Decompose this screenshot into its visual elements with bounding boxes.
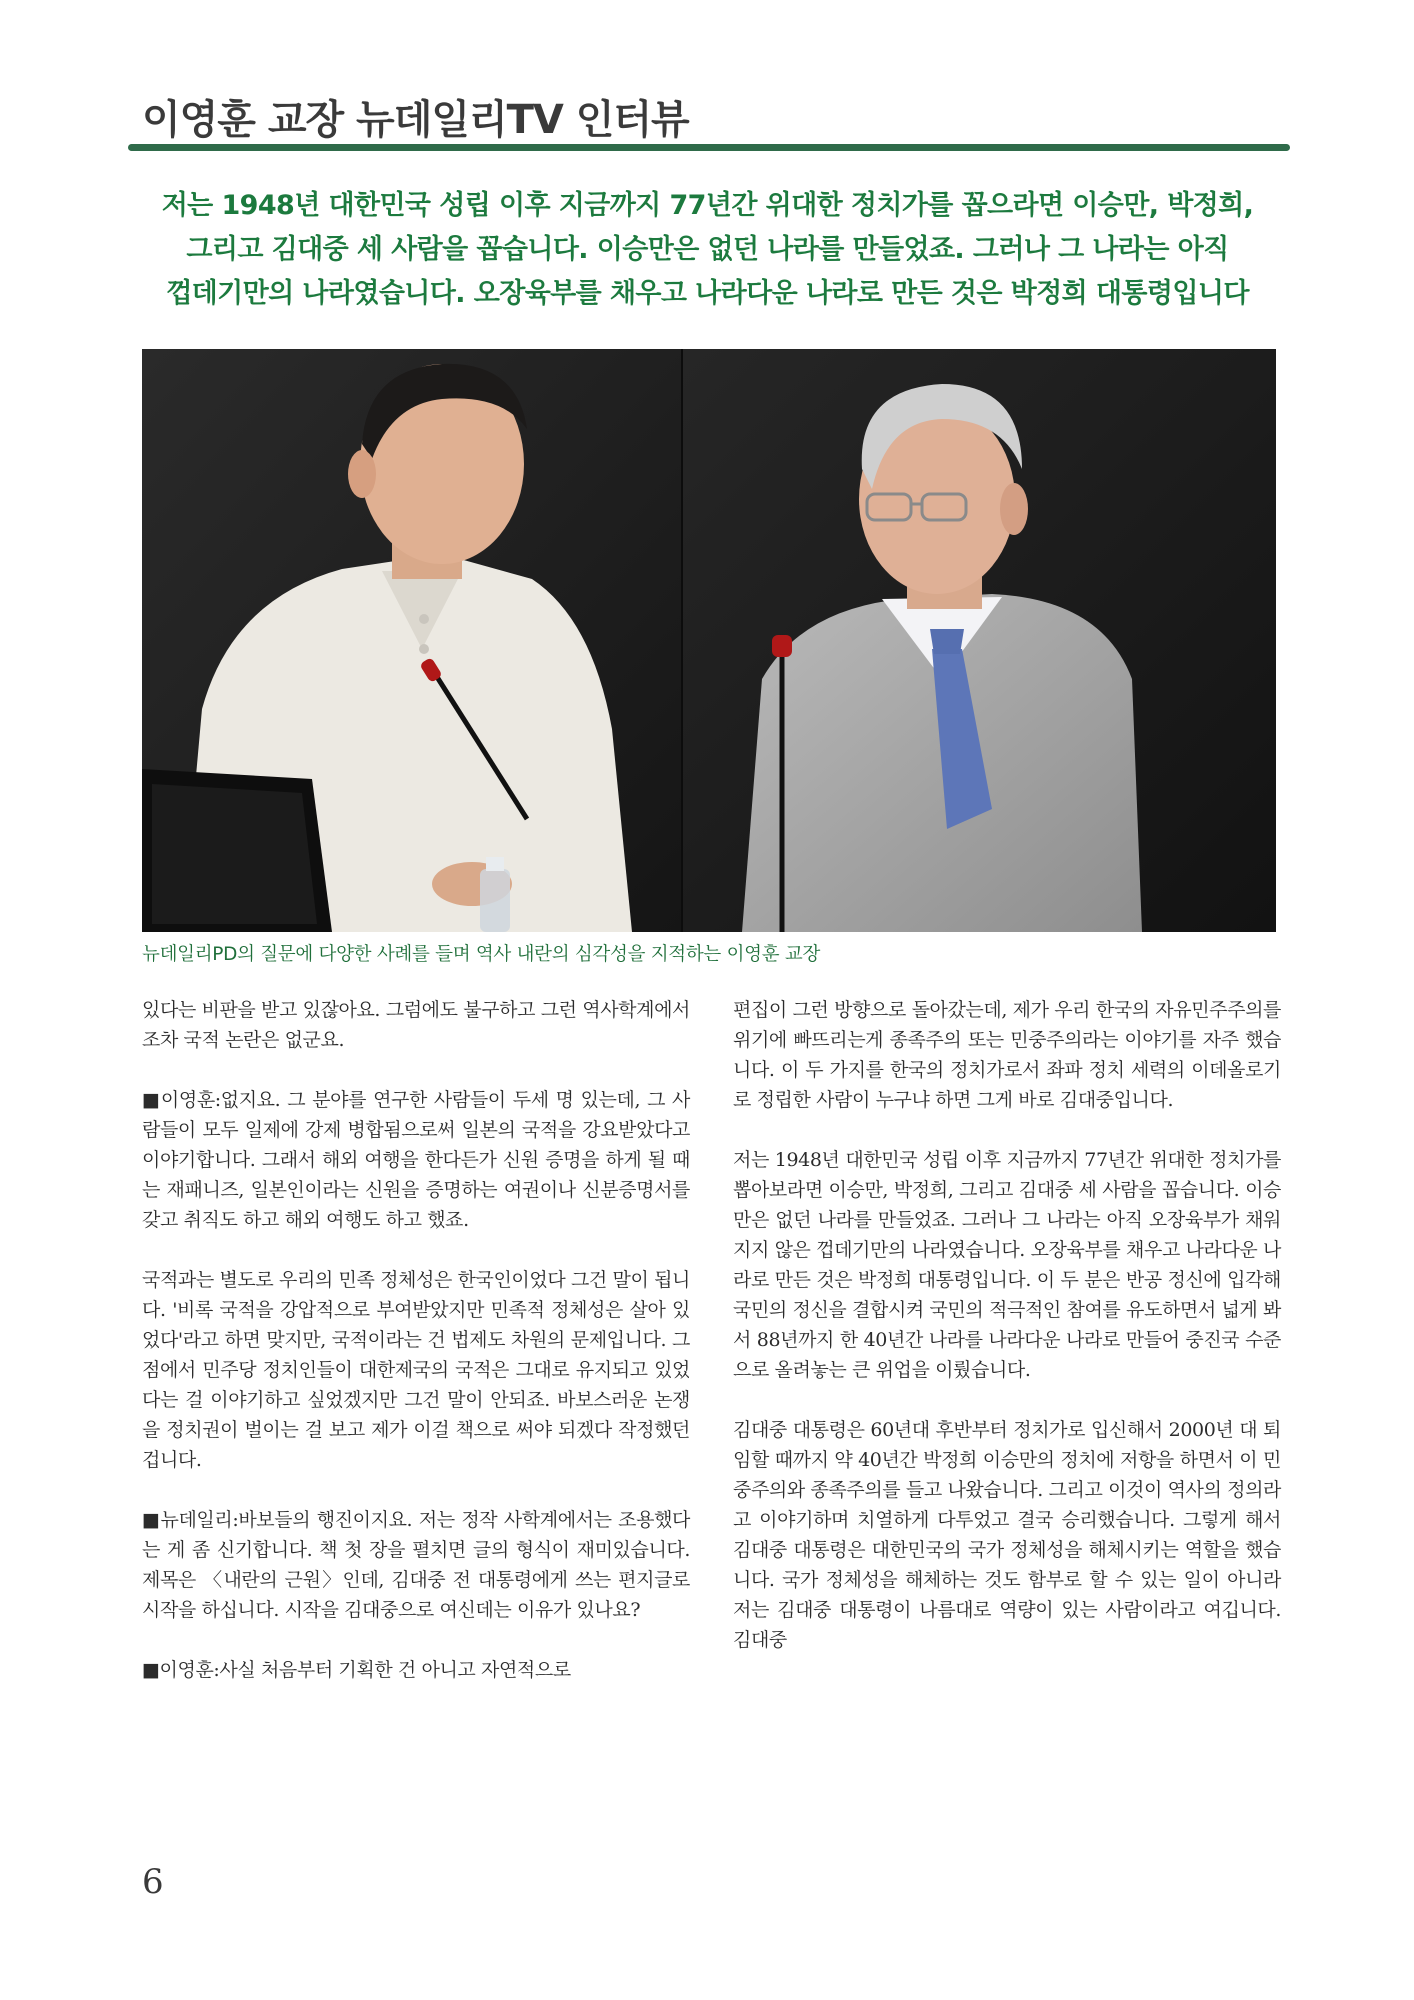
article-paragraph: 김대중 대통령은 60년대 후반부터 정치가로 입신해서 2000년 대 퇴임할 때까지 약 40년간 박정희 이승만의 정치에 저항을 하면서 이 민중주의와 종족주의를 들고 나왔습니다. 그리고 이것이 역사의 정의라고 이야기하며 치열하게 다투었고 결국 승리했습니다. 그렇게 해서 김대중 대통령은 대한민국의 국가 정체성을 해체시키는 역할을 했습니다. 국가 정체성을 해체하는 것도 함부로 할 수 있는 일이 아니라 저는 김대중 대통령이 나름대로 역량이 있는 사람이라고 여깁니다. 김대중 [733,1419,1281,1651]
article-paragraph: 저는 1948년 대한민국 성립 이후 지금까지 77년간 위대한 정치가를 뽑아보라면 이승만, 박정희, 그리고 김대중 세 사람을 꼽습니다. 이승만은 없던 나라를 만들었죠. 그러나 그 나라는 아직 오장육부가 채워지지 않은 껍데기만의 나라였습니다. 오장육부를 채우고 나라다운 나라로 만든 것은 박정희 대통령입니다. 이 두 분은 반공 정신에 입각해 국민의 정신을 결합시켜 국민의 적극적인 참여를 유도하면서 넓게 봐서 88년까지 한 40년간 나라를 나라다운 나라로 만들어 중진국 수준으로 올려놓는 큰 위업을 이뤘습니다. [733,1149,1281,1381]
article-paragraph: 국적과는 별도로 우리의 민족 정체성은 한국인이었다 그건 말이 됩니다. '비록 국적을 강압적으로 부여받았지만 민족적 정체성은 살아 있었다'라고 하면 맞지만, 국적이라는 건 법제도 차원의 문제입니다. 그 점에서 민주당 정치인들이 대한제국의 국적은 그대로 유지되고 있었다는 걸 이야기하고 싶었겠지만 그건 말이 안되죠. 바보스러운 논쟁을 정치권이 벌이는 걸 보고 제가 이걸 책으로 써야 되겠다 작정했던 겁니다. [142,1269,690,1471]
pull-quote-line-2: 그리고 김대중 세 사람을 꼽습니다. 이승만은 없던 나라를 만들었죠. 그러나 그 나라는 아직 [186,234,1229,265]
laptop [142,769,332,932]
header-divider [128,144,1290,151]
page-header-title: 이영훈 교장 뉴데일리TV 인터뷰 [142,97,689,143]
pull-quote-line-3: 껍데기만의 나라였습니다. 오장육부를 채우고 나라다운 나라로 만든 것은 박정희 대통령입니다 [166,278,1249,309]
article-paragraph: ■이영훈:없지요. 그 분야를 연구한 사람들이 두세 명 있는데, 그 사람들이 모두 일제에 강제 병합됨으로써 일본의 국적을 강요받았다고 이야기합니다. 그래서 해외 여행을 한다든가 신원 증명을 하게 될 때는 재패니즈, 일본인이라는 신원을 증명하는 여권이나 신분증명서를 갖고 취직도 하고 해외 여행도 하고 했죠. [142,1089,690,1231]
photo-caption: 뉴데일리PD의 질문에 다양한 사례를 들며 역사 내란의 심각성을 지적하는 이영훈 교장 [142,944,821,965]
pull-quote-line-1: 저는 1948년 대한민국 성립 이후 지금까지 77년간 위대한 정치가를 꼽으라면 이승만, 박정희, [161,190,1254,221]
article-paragraph: 편집이 그런 방향으로 돌아갔는데, 제가 우리 한국의 자유민주주의를 위기에 빠뜨리는게 종족주의 또는 민중주의라는 이야기를 자주 했습니다. 이 두 가지를 한국의 정치가로서 좌파 정치 세력의 이데올로기로 정립한 사람이 누구냐 하면 그게 바로 김대중입니다. [733,999,1281,1111]
article-column-right [733,995,1281,1685]
article-column-left [142,995,690,1715]
article-paragraph: ■이영훈:사실 처음부터 기획한 건 아니고 자연적으로 [142,1659,571,1681]
article-paragraph: 있다는 비판을 받고 있잖아요. 그럼에도 불구하고 그런 역사학계에서조차 국적 논란은 없군요. [142,999,690,1051]
article-paragraph: ■뉴데일리:바보들의 행진이지요. 저는 정작 사학계에서는 조용했다는 게 좀 신기합니다. 책 첫 장을 펼치면 글의 형식이 재미있습니다. 제목은 〈내란의 근원〉인데, 김대중 전 대통령에게 쓰는 편지글로 시작을 하십니다. 시작을 김대중으로 여신데는 이유가 있나요? [142,1509,690,1621]
pull-quote [130,184,1285,316]
page-number: 6 [142,1862,164,1902]
interview-photo [142,349,1276,932]
